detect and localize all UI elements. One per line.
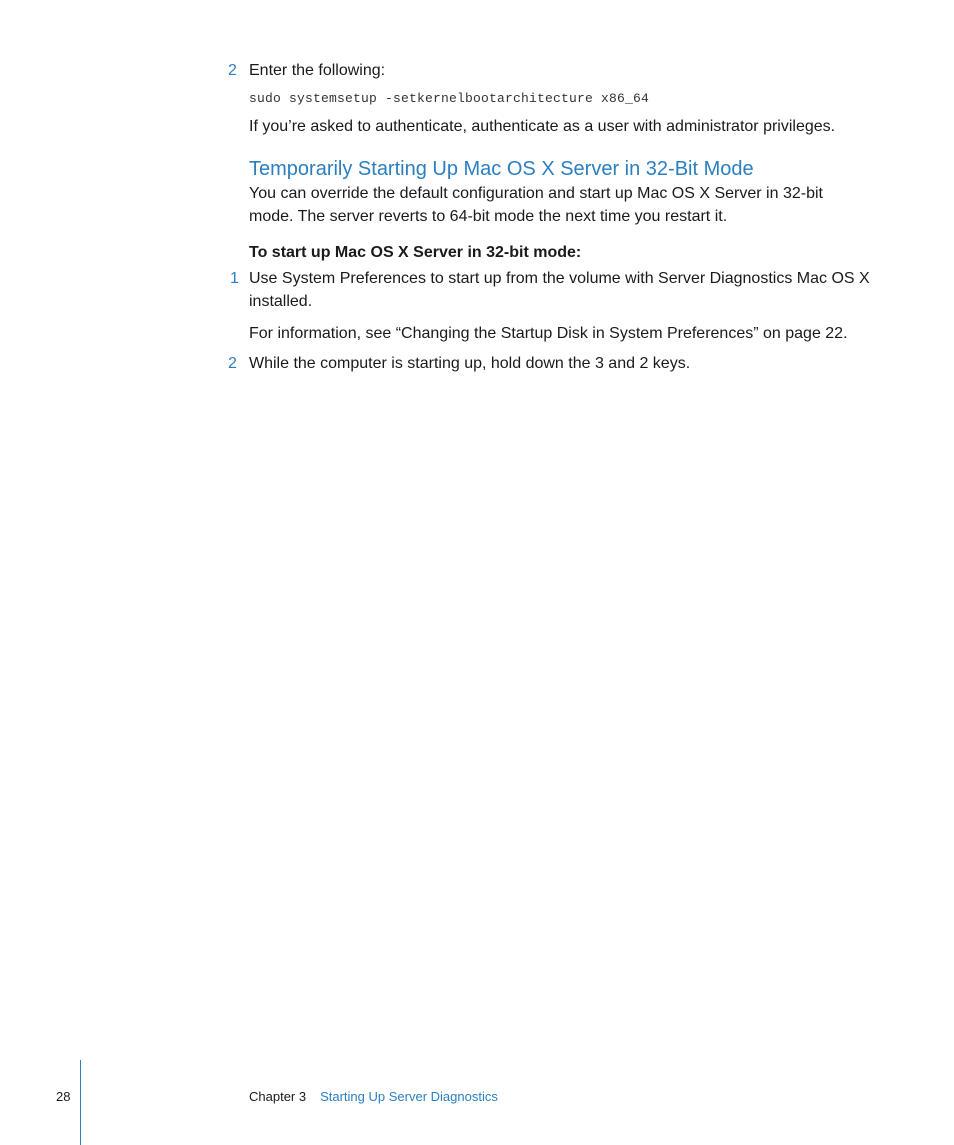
step-note: For information, see “Changing the Startup Disk in System Preferences” on page 22. xyxy=(249,325,848,342)
task-title: To start up Mac OS X Server in 32-bit mode: xyxy=(249,244,582,261)
footer-divider xyxy=(80,1060,81,1145)
section-heading: Temporarily Starting Up Mac OS X Server in 32-Bit Mode xyxy=(249,158,754,180)
command-code: sudo systemsetup -setkernelbootarchitecture x86_64 xyxy=(249,91,650,106)
step-text: Enter the following: xyxy=(249,62,386,79)
step-text: Use System Preferences to start up from the volume with Server Diagnostics Mac OS X installed. xyxy=(249,270,870,310)
footer-chapter xyxy=(249,1088,498,1106)
step-text: While the computer is starting up, hold down the 3 and 2 keys. xyxy=(249,355,691,372)
step-number: 1 xyxy=(230,270,239,287)
page-number: 28 xyxy=(56,1089,71,1104)
chapter-label: Chapter 3 xyxy=(249,1089,307,1104)
chapter-title-link[interactable]: Starting Up Server Diagnostics xyxy=(320,1089,498,1104)
step-number: 2 xyxy=(228,62,237,79)
section-intro: You can override the default configuration and start up Mac OS X Server in 32-bit mode. The server reverts to 64-bit mode the next time you restart it. xyxy=(249,185,823,225)
auth-note: If you’re asked to authenticate, authenticate as a user with administrator privileges. xyxy=(249,118,836,135)
step-number: 2 xyxy=(228,355,237,372)
